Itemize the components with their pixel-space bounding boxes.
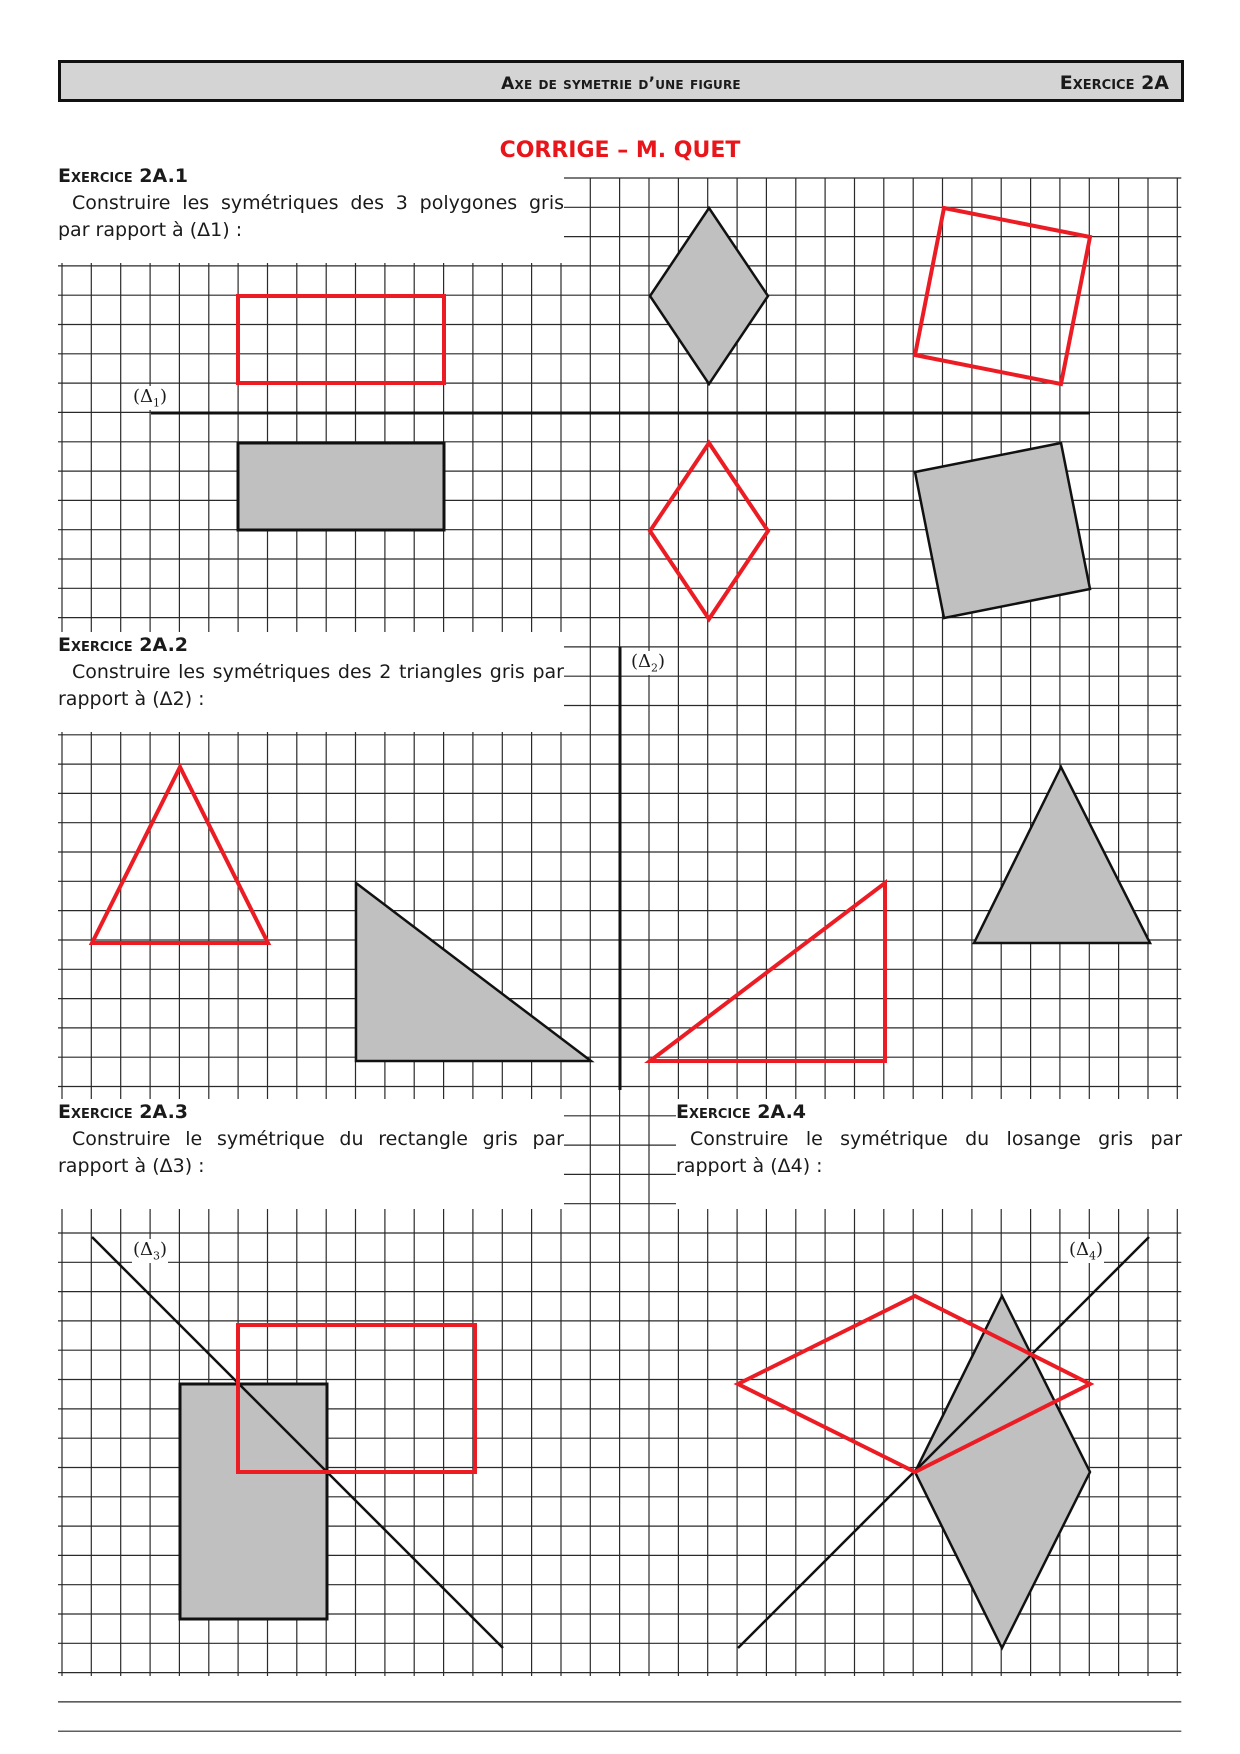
exercise-instruction: Construire le symétrique du losange gris par rapport à (Δ4) : bbox=[676, 1128, 1182, 1177]
exercise-instruction: Construire le symétrique du rectangle gris par rapport à (Δ3) : bbox=[58, 1128, 564, 1177]
answer-triangle-right bbox=[650, 883, 885, 1061]
answer-rhombus-1 bbox=[650, 443, 768, 619]
exercise-instruction: Construire les symétriques des 2 triangles gris par rapport à (Δ2) : bbox=[58, 661, 564, 710]
exercise-2a1 bbox=[58, 163, 564, 263]
exercise-title: Exercice 2A.3 bbox=[58, 1101, 189, 1123]
axis-label-d4: $(\Delta_4)$ bbox=[1069, 1239, 1104, 1263]
grey-square-1 bbox=[915, 443, 1090, 618]
grey-rectangle-1 bbox=[238, 443, 444, 530]
exercise-title: Exercice 2A.1 bbox=[58, 165, 189, 187]
answer-square-1 bbox=[915, 208, 1090, 384]
exercise-3-figures bbox=[92, 1237, 503, 1648]
axis-label-d1: $(\Delta_1)$ bbox=[133, 386, 168, 410]
grey-rectangle-3 bbox=[180, 1384, 327, 1619]
axis-label-d3: $(\Delta_3)$ bbox=[133, 1239, 168, 1263]
axis-label-d2: $(\Delta_2)$ bbox=[631, 651, 666, 675]
exercise-title: Exercice 2A.4 bbox=[676, 1101, 807, 1123]
exercise-title: Exercice 2A.2 bbox=[58, 634, 189, 656]
answer-rectangle-1 bbox=[238, 296, 444, 383]
header-code: Exercice 2A bbox=[1059, 72, 1169, 94]
axis-d4 bbox=[738, 1237, 1149, 1648]
exercise-instruction: Construire les symétriques des 3 polygones gris par rapport à (Δ1) : bbox=[58, 192, 564, 241]
exercise-1-figures bbox=[151, 208, 1090, 619]
exercise-2a4 bbox=[676, 1099, 1182, 1209]
grey-rhombus-4 bbox=[915, 1296, 1090, 1648]
grey-rhombus-1 bbox=[650, 208, 768, 384]
header-title: Axe de symetrie d’une figure bbox=[501, 74, 741, 94]
subtitle: CORRIGE – M. QUET bbox=[499, 138, 741, 163]
exercise-4-figures bbox=[738, 1237, 1149, 1648]
exercise-2a2 bbox=[58, 632, 564, 732]
exercise-2a3 bbox=[58, 1099, 564, 1209]
